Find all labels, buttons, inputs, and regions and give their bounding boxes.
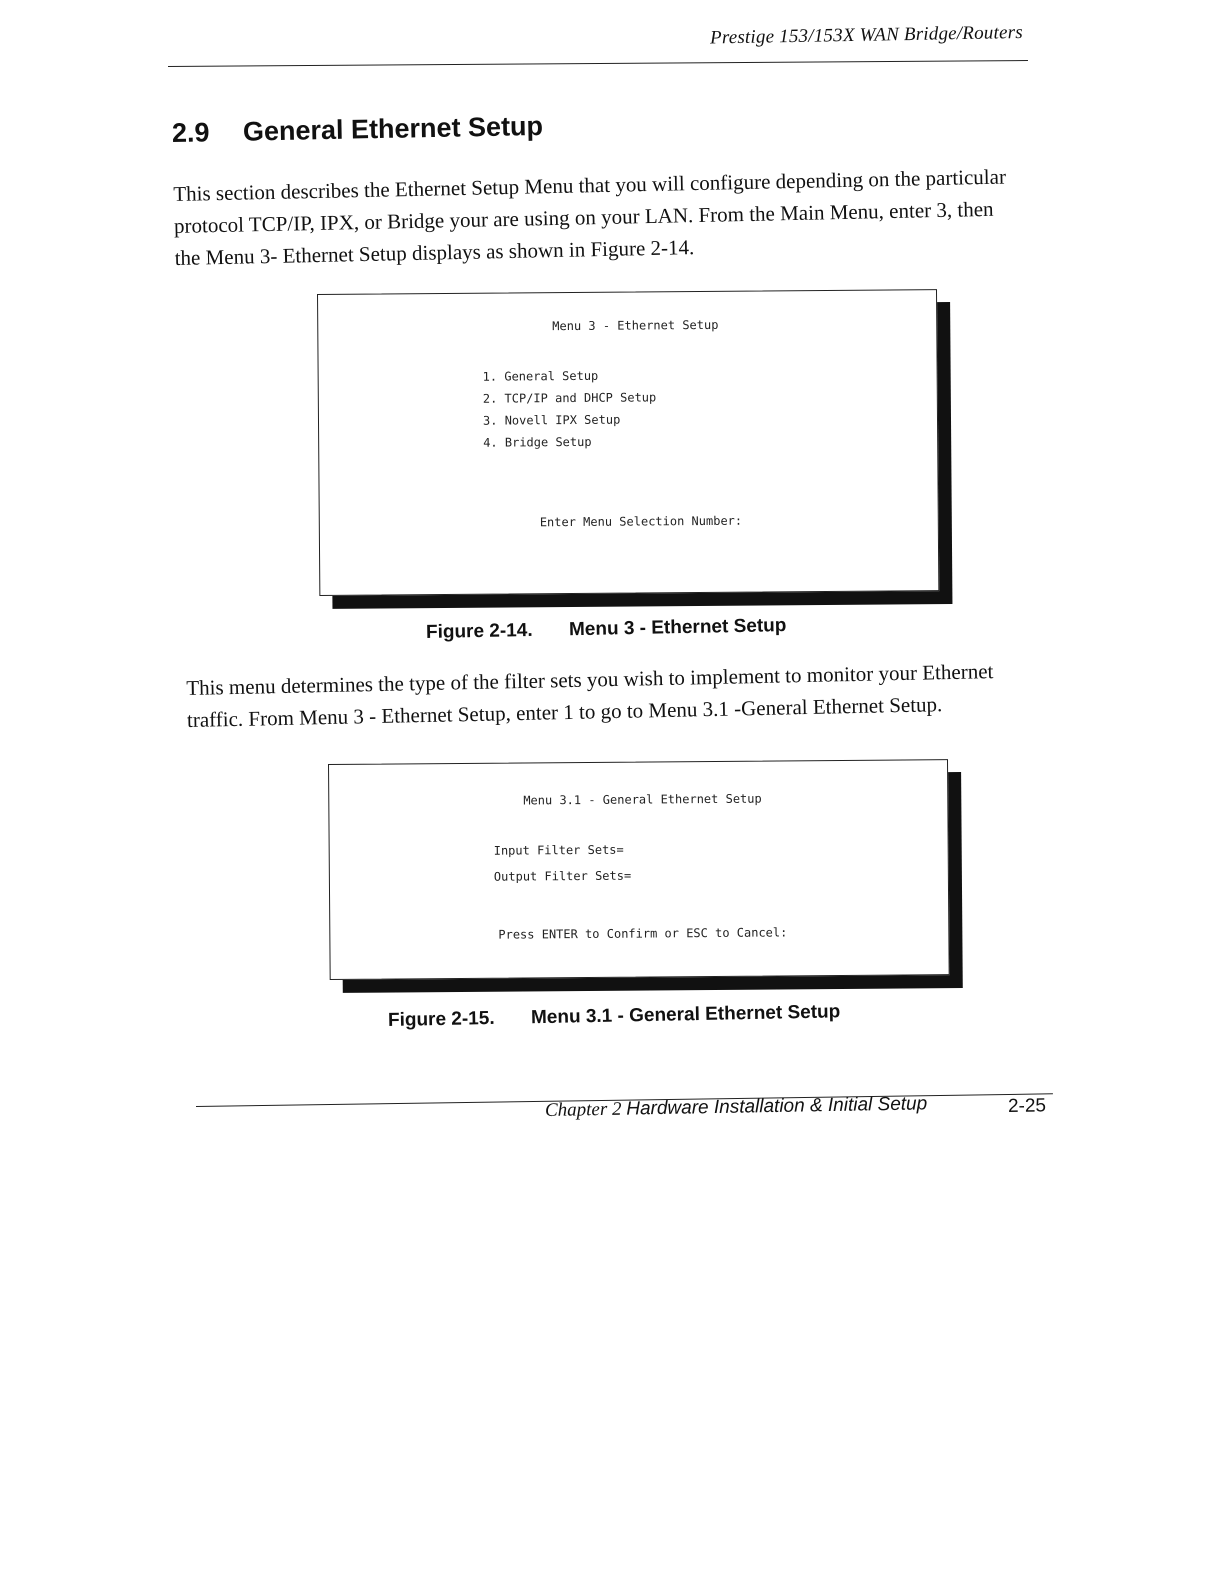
filter-paragraph: This menu determines the type of the filter sets you wish to implement to monitor your Ethernet traffic. From Menu 3 - Ethernet Setup, enter 1 to go to Menu 3.1 -General Ethernet Setup. — [186, 659, 994, 732]
menu3-item-bridge: 4. Bridge Setup — [483, 434, 592, 450]
menu31-prompt: Press ENTER to Confirm or ESC to Cancel: — [498, 925, 788, 942]
figure-2-15-caption — [388, 1001, 841, 1032]
page-number: 2-25 — [1007, 1095, 1047, 1117]
footer-chapter-title: Hardware Installation & Initial Setup — [626, 1093, 928, 1120]
figure-2-14-caption — [426, 615, 787, 644]
menu3-prompt: Enter Menu Selection Number: — [539, 513, 743, 530]
intro-paragraph: This section describes the Ethernet Setup Menu that you will configure depending on the particular protocol TCP/IP, IPX, or Bridge your are using on your LAN. From the Main Menu, enter 3, then the Menu 3- Ethernet Setup displays as shown in Figure 2-14. — [173, 164, 1007, 270]
header-rule — [168, 60, 1028, 67]
section-heading — [172, 111, 544, 149]
figure-2-15-number: Figure 2-15. — [387, 1007, 495, 1031]
menu3-title: Menu 3 - Ethernet Setup — [552, 317, 719, 334]
output-filter-sets-field: Output Filter Sets= — [493, 868, 632, 884]
section-number: 2.9 — [171, 117, 210, 148]
menu3-item-tcpip: 2. TCP/IP and DHCP Setup — [482, 390, 657, 406]
section-title: General Ethernet Setup — [242, 110, 544, 147]
menu3-screen — [317, 289, 939, 596]
menu31-screen — [328, 759, 950, 980]
menu3-item-ipx: 3. Novell IPX Setup — [482, 412, 621, 428]
figure-2-14-title: Menu 3 - Ethernet Setup — [568, 615, 787, 641]
figure-2-15-title: Menu 3.1 - General Ethernet Setup — [530, 1001, 841, 1029]
footer-chapter — [545, 1093, 928, 1122]
input-filter-sets-field: Input Filter Sets= — [493, 842, 624, 858]
menu3-item-general: 1. General Setup — [482, 368, 599, 384]
figure-2-14-number: Figure 2-14. — [425, 619, 533, 643]
footer-chapter-label: Chapter 2 — [544, 1098, 622, 1121]
menu31-title: Menu 3.1 - General Ethernet Setup — [523, 791, 762, 808]
running-header: Prestige 153/153X WAN Bridge/Routers — [710, 22, 1024, 49]
